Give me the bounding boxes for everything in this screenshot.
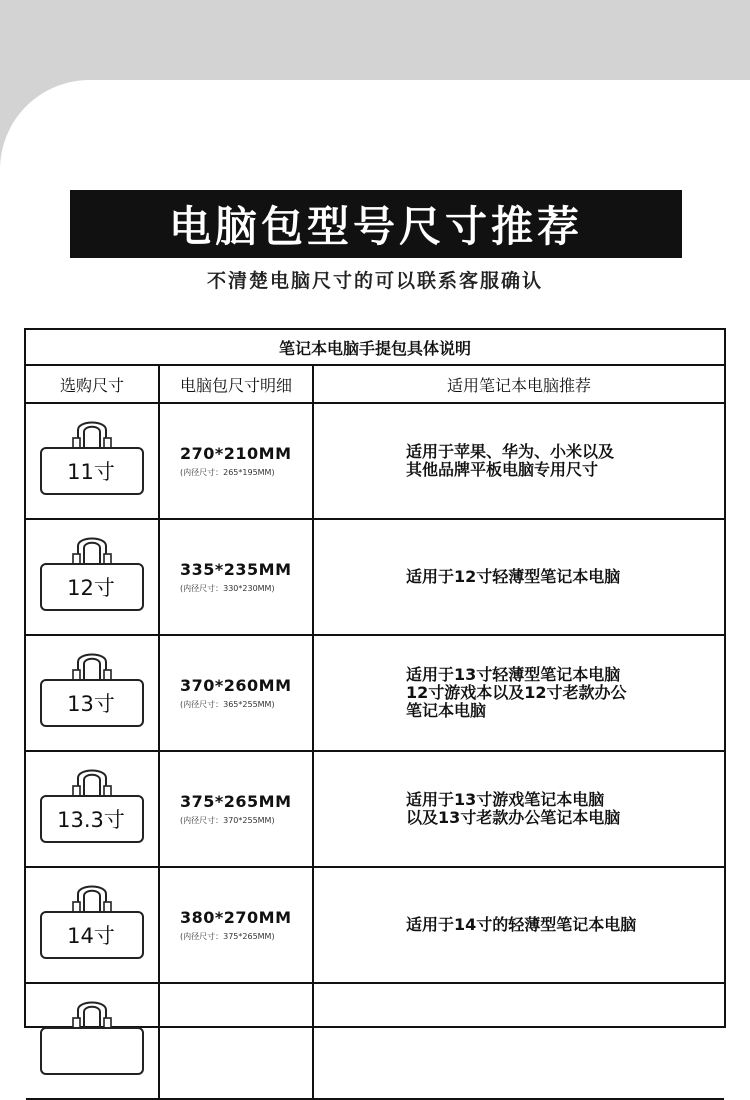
recommendation-line: 其他品牌平板电脑专用尺寸 [406,460,599,479]
bag-icon [40,998,144,1082]
inner-dimensions: (内径尺寸：375*265MM) [180,932,275,941]
recommendation-line: 适用于苹果、华为、小米以及 [406,442,615,461]
table-row [26,636,724,752]
size-table [24,328,726,1028]
table-row [26,752,724,868]
size-cell [26,636,160,750]
header-size: 选购尺寸 [26,366,160,402]
recommendation-text [406,443,614,479]
size-label: 12寸 [67,576,115,600]
size-label: 11寸 [67,460,115,484]
size-label: 13寸 [67,692,115,716]
outer-dimensions: 375*265MM [180,792,292,811]
table-row [26,520,724,636]
inner-dimensions: (内径尺寸：265*195MM) [180,468,275,477]
inner-dimensions: (内径尺寸：370*255MM) [180,816,275,825]
table-row [26,868,724,984]
header-recommendation: 适用笔记本电脑推荐 [446,375,591,395]
dimensions-cell [160,404,314,518]
table-row [26,404,724,520]
outer-dimensions: 370*260MM [180,676,292,695]
recommendation-line: 笔记本电脑 [406,701,487,720]
recommendation-line: 适用于13寸轻薄型笔记本电脑 [406,665,621,684]
recommendation-cell [314,636,724,750]
size-cell [26,984,160,1098]
page-title-bar [70,190,682,258]
table-caption: 笔记本电脑手提包具体说明 [26,330,724,366]
header-dimensions: 电脑包尺寸明细 [160,366,314,402]
dimensions-cell [160,636,314,750]
size-label: 14寸 [67,924,115,948]
outer-dimensions: 335*235MM [180,560,292,579]
size-cell [26,404,160,518]
recommendation-text [406,916,636,934]
recommendation-line: 适用于14寸的轻薄型笔记本电脑 [406,915,637,934]
recommendation-text [406,791,620,827]
background-curve [0,0,750,190]
inner-dimensions: (内径尺寸：330*230MM) [180,584,275,593]
recommendation-line: 适用于12寸轻薄型笔记本电脑 [406,567,621,586]
recommendation-text [406,568,620,586]
dimensions-cell [160,520,314,634]
size-label: 13.3寸 [57,808,125,832]
recommendation-cell [314,404,724,518]
table-header-row [26,366,724,404]
recommendation-cell [314,520,724,634]
recommendation-line: 12寸游戏本以及12寸老款办公 [406,683,627,702]
recommendation-cell [314,752,724,866]
outer-dimensions: 270*210MM [180,444,292,463]
dimensions-cell [160,752,314,866]
recommendation-text [406,666,627,720]
size-cell [26,868,160,982]
page-title: 电脑包型号尺寸推荐 [168,202,583,251]
size-cell [26,520,160,634]
recommendation-cell [314,868,724,982]
recommendation-line: 以及13寸老款办公笔记本电脑 [406,808,621,827]
dimensions-cell [160,868,314,982]
size-cell [26,752,160,866]
page-subtitle: 不清楚电脑尺寸的可以联系客服确认 [206,270,543,292]
recommendation-line: 适用于13寸游戏笔记本电脑 [406,790,605,809]
table-row-partial [26,984,724,1100]
outer-dimensions: 380*270MM [180,908,292,927]
inner-dimensions: (内径尺寸：365*255MM) [180,700,275,709]
